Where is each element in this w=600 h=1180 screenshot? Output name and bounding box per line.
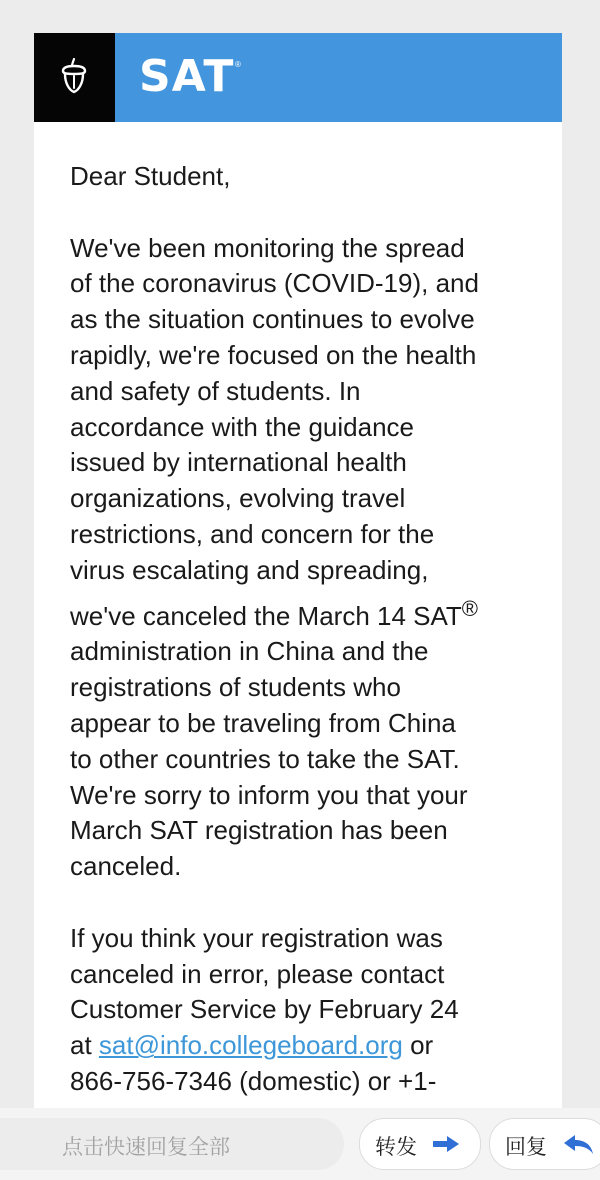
email-content: [70, 159, 540, 1123]
paragraph-line: We're sorry to inform you that your: [70, 779, 468, 810]
paragraph-cancellation: [70, 231, 540, 885]
college-board-logo: [34, 33, 115, 122]
email-body: [34, 33, 562, 1123]
paragraph-line: [70, 595, 540, 635]
at-text: at: [70, 1030, 99, 1061]
support-email-link[interactable]: sat@info.collegeboard.org: [98, 1030, 403, 1061]
paragraph-line: [70, 1028, 540, 1064]
greeting: [70, 159, 540, 195]
paragraph-line: issued by international health: [70, 447, 407, 478]
sat-logo-text: SAT: [139, 51, 235, 102]
paragraph-line: If you think your registration was: [70, 922, 443, 953]
arrow-right-icon: [431, 1134, 461, 1154]
paragraph-line: administration in China and the: [70, 636, 429, 667]
paragraph-line: registrations of students who: [70, 672, 401, 703]
acorn-icon: [60, 57, 88, 95]
paragraph-line: organizations, evolving travel: [70, 483, 406, 514]
paragraph-contact: [70, 921, 540, 1100]
reply-toolbar: [0, 1108, 600, 1180]
paragraph-line: and safety of students. In: [70, 375, 361, 406]
canceled-sat-text: we've canceled the March 14 SAT: [70, 600, 462, 631]
forward-button[interactable]: [359, 1118, 481, 1170]
paragraph-line: accordance with the guidance: [70, 411, 415, 442]
paragraph-line: to other countries to take the SAT.: [70, 743, 460, 774]
greeting-line: Dear Student,: [70, 161, 231, 191]
sat-header-banner: [34, 33, 562, 122]
quick-reply-all-input[interactable]: [0, 1118, 344, 1170]
registered-mark: ®: [461, 595, 479, 621]
paragraph-line: of the coronavirus (COVID-19), and: [70, 268, 479, 299]
paragraph-line: as the situation continues to evolve: [70, 304, 475, 335]
reply-label: 回复: [505, 1135, 547, 1159]
paragraph-line: canceled in error, please contact: [70, 958, 445, 989]
paragraph-line: We've been monitoring the spread: [70, 232, 465, 263]
paragraph-line: March SAT registration has been: [70, 815, 448, 846]
phone-line: 866-756-7346 (domestic) or +1-: [70, 1065, 437, 1096]
registered-trademark: ®: [235, 60, 241, 69]
paragraph-line: rapidly, we're focused on the health: [70, 339, 477, 370]
or-text: or: [402, 1030, 434, 1061]
paragraph-line: restrictions, and concern for the: [70, 518, 435, 549]
reply-button[interactable]: [489, 1118, 600, 1170]
reply-arrow-icon: [562, 1134, 594, 1156]
forward-label: 转发: [375, 1135, 417, 1159]
paragraph-line: canceled.: [70, 851, 182, 882]
quick-reply-placeholder: 点击快速回复全部: [62, 1135, 230, 1159]
paragraph-line: Customer Service by February 24: [70, 994, 459, 1025]
paragraph-line: virus escalating and spreading,: [70, 554, 429, 585]
paragraph-line: appear to be traveling from China: [70, 707, 456, 738]
